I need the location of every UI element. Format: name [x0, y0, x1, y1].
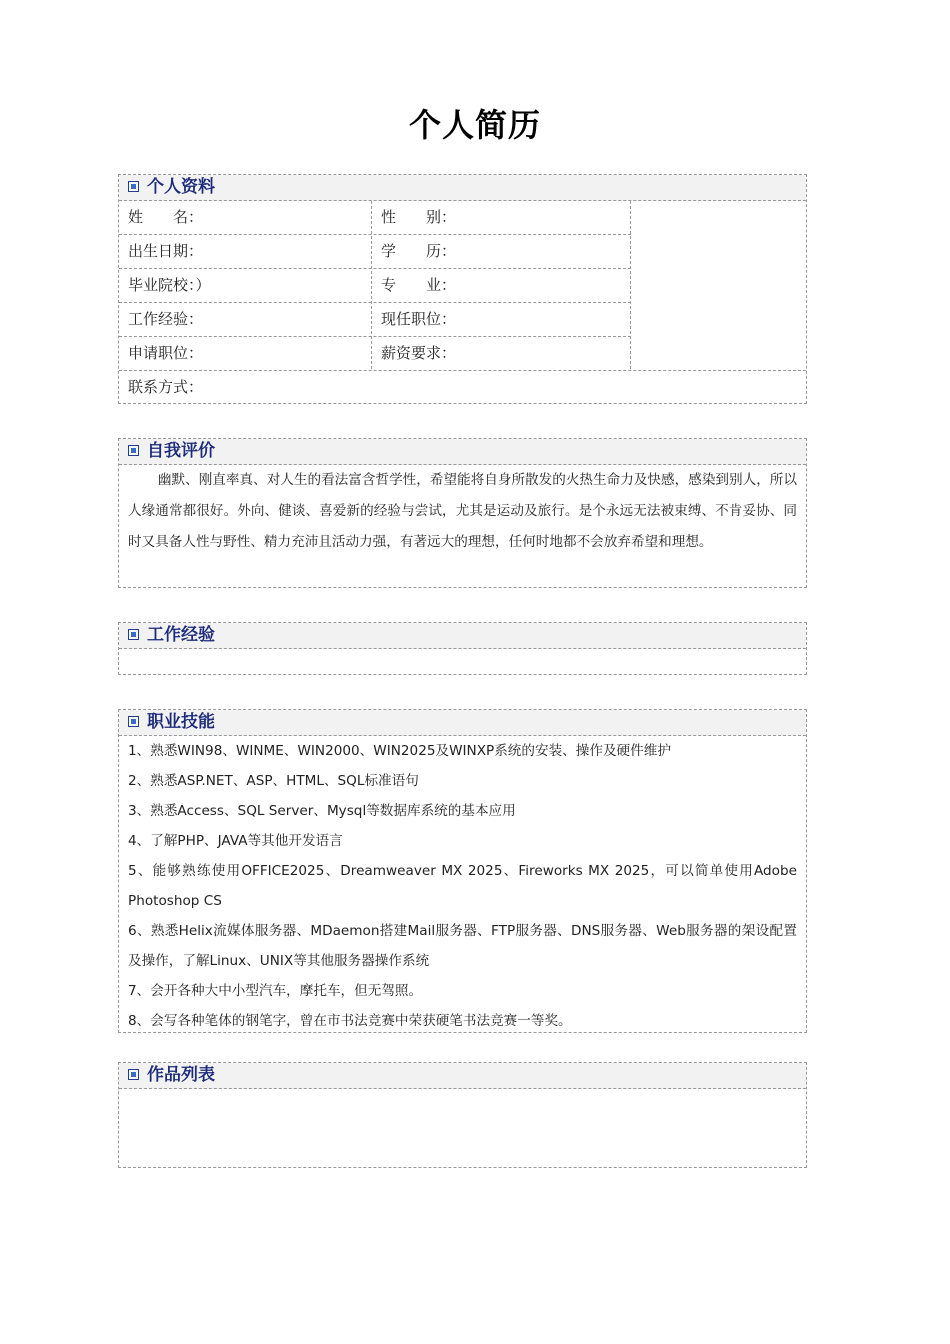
experience-label: 工作经验： [128, 310, 204, 328]
skills-section [118, 709, 807, 1033]
apply-label: 申请职位： [128, 344, 204, 362]
list-item: 7、会开各种大中小型汽车，摩托车，但无驾照。 [128, 983, 423, 999]
photo-cell [631, 201, 806, 337]
gender-label: 性 别： [381, 208, 457, 226]
info-row [119, 371, 806, 405]
self-evaluation-section [118, 438, 807, 588]
info-row [119, 337, 806, 371]
info-row [119, 201, 631, 235]
section-bullet-icon [128, 1069, 139, 1080]
list-item: 1、熟悉WIN98、WINME、WIN2000、WIN2025及WINXP系统的安装、操作及硬件维护 [128, 743, 671, 759]
section-header [119, 710, 806, 736]
list-item: 6、熟悉Helix流媒体服务器、MDaemon搭建Mail服务器、FTP服务器、DNS服务器、Web服务器的架设配置及操作，了解Linux、UNIX等其他服务器操作系统 [128, 923, 797, 969]
salary-label: 薪资要求： [381, 344, 457, 362]
info-row [119, 303, 631, 337]
section-header [119, 623, 806, 649]
section-bullet-icon [128, 445, 139, 456]
contact-label: 联系方式： [128, 378, 204, 396]
info-row [119, 235, 631, 269]
school-label: 毕业院校：） [128, 276, 211, 294]
section-title-self-eval: 自我评价 [147, 441, 215, 461]
works-list-section [118, 1062, 807, 1168]
self-evaluation-text: 幽默、刚直率真、对人生的看法富含哲学性，希望能将自身所散发的火热生命力及快感，感染到别人，所以人缘通常都很好。外向、健谈、喜爱新的经验与尝试，尤其是运动及旅行。是个永远无法被束缚、不肯妥协、同时又具备人性与野性、精力充沛且活动力强，有著远大的理想，任何时地都不会放弃希望和理想。 [128, 472, 797, 550]
list-item: 4、了解PHP、JAVA等其他开发语言 [128, 833, 343, 849]
work-experience-section [118, 622, 807, 675]
section-title-personal: 个人资料 [147, 177, 215, 197]
personal-info-section [118, 174, 807, 404]
position-label: 现任职位： [381, 310, 457, 328]
info-row [119, 269, 631, 303]
list-item: 2、熟悉ASP.NET、ASP、HTML、SQL标准语句 [128, 773, 419, 789]
list-item: 8、会写各种笔体的钢笔字，曾在市书法竞赛中荣获硬笔书法竞赛一等奖。 [128, 1013, 572, 1029]
education-label: 学 历： [381, 242, 457, 260]
section-title-works: 作品列表 [147, 1065, 215, 1085]
birth-label: 出生日期： [128, 242, 204, 260]
section-title-work: 工作经验 [147, 625, 215, 645]
name-label: 姓 名： [128, 208, 204, 226]
major-label: 专 业： [381, 276, 457, 294]
section-bullet-icon [128, 629, 139, 640]
skills-list [128, 736, 797, 1036]
section-title-skills: 职业技能 [147, 712, 215, 732]
list-item: 3、熟悉Access、SQL Server、Mysql等数据库系统的基本应用 [128, 803, 516, 819]
section-header [119, 175, 806, 201]
section-bullet-icon [128, 716, 139, 727]
section-header [119, 439, 806, 465]
page-title: 个人简历 [408, 106, 541, 144]
section-header [119, 1063, 806, 1089]
list-item: 5、能够熟练使用OFFICE2025、Dreamweaver MX 2025、Fireworks MX 2025，可以简单使用Adobe Photoshop CS [128, 863, 797, 909]
section-bullet-icon [128, 181, 139, 192]
